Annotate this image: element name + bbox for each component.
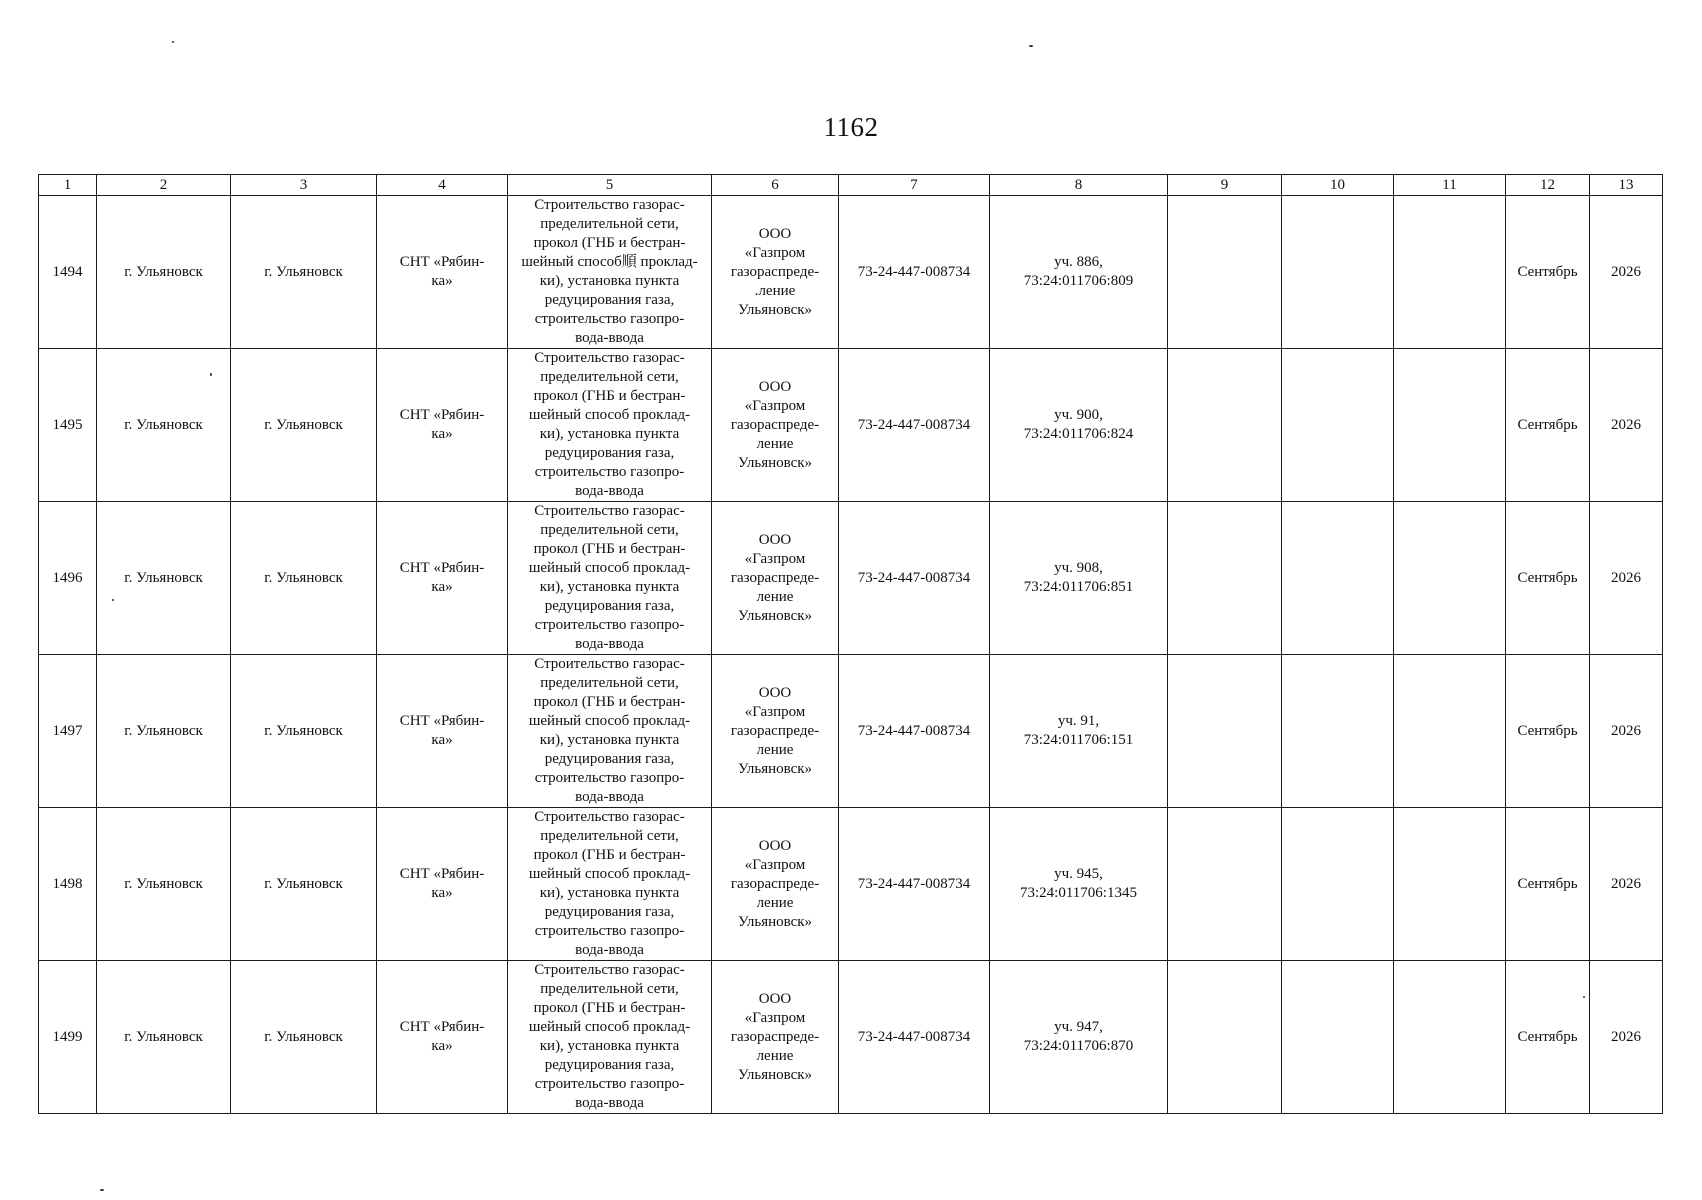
column-number-row <box>39 175 1663 196</box>
work-description-cell <box>508 808 712 961</box>
organization-cell-line: «Газпром <box>744 550 806 567</box>
work-description-cell-line: ки), установка пункта <box>539 273 680 289</box>
empty-cell-10 <box>1282 502 1394 655</box>
city-cell: г. Ульяновск <box>97 349 231 502</box>
organization-cell-line: «Газпром <box>744 397 806 414</box>
location-cell-line: СНТ «Рябин- <box>399 866 485 882</box>
row-number-cell: 1494 <box>39 196 97 349</box>
row-number-cell: 1499 <box>39 961 97 1114</box>
work-description-cell-line: строительство газопро- <box>534 1076 685 1092</box>
work-description-cell <box>508 961 712 1114</box>
work-description-cell <box>508 655 712 808</box>
organization-cell-line: газораспреде- <box>730 416 820 433</box>
location-cell-line: СНТ «Рябин- <box>399 1019 485 1035</box>
column-number: 10 <box>1282 175 1394 196</box>
work-description-cell-line: прокол (ГНБ и бестран- <box>533 847 686 863</box>
row-number-cell: 1496 <box>39 502 97 655</box>
empty-cell-9 <box>1168 808 1282 961</box>
row-number-cell: 1497 <box>39 655 97 808</box>
work-description-cell-line: прокол (ГНБ и бестран- <box>533 541 686 557</box>
month-cell: Сентябрь <box>1506 502 1590 655</box>
location-cell-line: ка» <box>431 1038 453 1054</box>
organization-cell-line: ление <box>756 435 794 452</box>
code-cell: 73-24-447-008734 <box>839 349 990 502</box>
district-cell: г. Ульяновск <box>231 196 377 349</box>
empty-cell-9 <box>1168 502 1282 655</box>
column-number: 11 <box>1394 175 1506 196</box>
table-row <box>39 808 1663 961</box>
code-cell: 73-24-447-008734 <box>839 961 990 1114</box>
month-cell: Сентябрь <box>1506 349 1590 502</box>
plot-cell-line: 73:24:011706:851 <box>1023 579 1134 595</box>
scan-speck <box>112 599 114 601</box>
district-cell: г. Ульяновск <box>231 655 377 808</box>
work-description-cell-line: пределительной сети, <box>540 369 679 385</box>
work-description-cell-line: пределительной сети, <box>540 981 679 997</box>
work-description-cell-line: Строительство газорас- <box>534 350 685 366</box>
organization-cell-line: ООО <box>758 225 792 242</box>
scan-speck <box>210 373 212 376</box>
empty-cell-11 <box>1394 349 1506 502</box>
scan-speck <box>1029 45 1033 47</box>
organization-cell <box>712 196 839 349</box>
empty-cell-10 <box>1282 808 1394 961</box>
plot-cell-line: уч. 886, <box>1054 254 1103 270</box>
location-cell <box>377 808 508 961</box>
organization-cell-line: Ульяновск» <box>737 301 813 318</box>
year-cell: 2026 <box>1590 349 1663 502</box>
year-cell: 2026 <box>1590 808 1663 961</box>
district-cell: г. Ульяновск <box>231 502 377 655</box>
code-cell: 73-24-447-008734 <box>839 196 990 349</box>
plot-cell <box>990 961 1168 1114</box>
work-description-cell-line: строительство газопро- <box>534 311 685 327</box>
city-cell: г. Ульяновск <box>97 808 231 961</box>
scan-speck <box>1583 996 1585 998</box>
organization-cell-line: ООО <box>758 531 792 548</box>
work-description-cell-line: ки), установка пункта <box>539 1038 680 1054</box>
work-description-cell-line: шейный способ проклад- <box>528 407 691 423</box>
column-number: 12 <box>1506 175 1590 196</box>
work-description-cell <box>508 502 712 655</box>
row-number-cell: 1498 <box>39 808 97 961</box>
column-number: 5 <box>508 175 712 196</box>
plot-cell-line: 73:24:011706:824 <box>1023 426 1134 442</box>
plot-cell <box>990 196 1168 349</box>
empty-cell-11 <box>1394 655 1506 808</box>
organization-cell-line: газораспреде- <box>730 1028 820 1045</box>
work-description-cell <box>508 196 712 349</box>
organization-cell-line: газораспреде- <box>730 875 820 892</box>
code-cell: 73-24-447-008734 <box>839 808 990 961</box>
location-cell-line: СНТ «Рябин- <box>399 713 485 729</box>
work-description-cell-line: пределительной сети, <box>540 216 679 232</box>
plot-cell-line: уч. 945, <box>1054 866 1103 882</box>
empty-cell-9 <box>1168 196 1282 349</box>
organization-cell-line: Ульяновск» <box>737 1066 813 1083</box>
plot-cell-line: 73:24:011706:151 <box>1023 732 1134 748</box>
organization-cell-line: ление <box>756 1047 794 1064</box>
organization-cell-line: ООО <box>758 378 792 395</box>
work-description-cell-line: строительство газопро- <box>534 923 685 939</box>
work-description-cell-line: ки), установка пункта <box>539 732 680 748</box>
organization-cell <box>712 961 839 1114</box>
empty-cell-9 <box>1168 961 1282 1114</box>
work-description-cell-line: редуцирования газа, <box>544 1057 675 1073</box>
table-header <box>39 175 1663 196</box>
work-description-cell-line: Строительство газорас- <box>534 809 685 825</box>
code-cell: 73-24-447-008734 <box>839 502 990 655</box>
work-description-cell-line: строительство газопро- <box>534 770 685 786</box>
city-cell: г. Ульяновск <box>97 655 231 808</box>
work-description-cell-line: шейный способ проклад- <box>528 560 691 576</box>
work-description-cell-line: ки), установка пункта <box>539 885 680 901</box>
district-cell: г. Ульяновск <box>231 961 377 1114</box>
location-cell-line: ка» <box>431 579 453 595</box>
empty-cell-11 <box>1394 808 1506 961</box>
code-cell: 73-24-447-008734 <box>839 655 990 808</box>
empty-cell-9 <box>1168 655 1282 808</box>
organization-cell <box>712 502 839 655</box>
location-cell <box>377 502 508 655</box>
work-description-cell-line: Строительство газорас- <box>534 962 685 978</box>
plot-cell <box>990 349 1168 502</box>
organization-cell-line: ление <box>756 741 794 758</box>
year-cell: 2026 <box>1590 961 1663 1114</box>
location-cell <box>377 349 508 502</box>
empty-cell-10 <box>1282 655 1394 808</box>
empty-cell-11 <box>1394 196 1506 349</box>
work-description-cell-line: пределительной сети, <box>540 828 679 844</box>
location-cell-line: СНТ «Рябин- <box>399 254 485 270</box>
organization-cell-line: Ульяновск» <box>737 607 813 624</box>
work-description-cell-line: вода-ввода <box>575 483 644 499</box>
work-description-cell-line: шейный способ проклад- <box>528 1019 691 1035</box>
column-number: 1 <box>39 175 97 196</box>
plot-cell-line: уч. 900, <box>1054 407 1103 423</box>
organization-cell <box>712 808 839 961</box>
district-cell: г. Ульяновск <box>231 349 377 502</box>
organization-cell <box>712 349 839 502</box>
column-number: 9 <box>1168 175 1282 196</box>
empty-cell-11 <box>1394 961 1506 1114</box>
plot-cell-line: 73:24:011706:870 <box>1023 1038 1134 1054</box>
work-description-cell-line: ки), установка пункта <box>539 579 680 595</box>
table-row <box>39 349 1663 502</box>
organization-cell-line: ООО <box>758 837 792 854</box>
organization-cell-line: газораспреде- <box>730 722 820 739</box>
organization-cell-line: «Газпром <box>744 244 806 261</box>
work-description-cell-line: вода-ввода <box>575 942 644 958</box>
location-cell-line: ка» <box>431 426 453 442</box>
work-description-cell-line: Строительство газорас- <box>534 503 685 519</box>
register-table <box>38 174 1663 1114</box>
month-cell: Сентябрь <box>1506 808 1590 961</box>
city-cell: г. Ульяновск <box>97 961 231 1114</box>
organization-cell-line: «Газпром <box>744 703 806 720</box>
work-description-cell-line: редуцирования газа, <box>544 292 675 308</box>
plot-cell-line: 73:24:011706:1345 <box>1020 885 1137 901</box>
scan-speck <box>172 41 174 43</box>
column-number: 8 <box>990 175 1168 196</box>
work-description-cell-line: редуцирования газа, <box>544 751 675 767</box>
work-description-cell-line: прокол (ГНБ и бестран- <box>533 388 686 404</box>
month-cell: Сентябрь <box>1506 655 1590 808</box>
plot-cell-line: 73:24:011706:809 <box>1023 273 1134 289</box>
table-body <box>39 196 1663 1114</box>
work-description-cell-line: пределительной сети, <box>540 675 679 691</box>
work-description-cell-line: вода-ввода <box>575 636 644 652</box>
organization-cell-line: «Газпром <box>744 856 806 873</box>
location-cell-line: ка» <box>431 732 453 748</box>
page-number: 1162 <box>823 112 879 142</box>
year-cell: 2026 <box>1590 502 1663 655</box>
work-description-cell-line: прокол (ГНБ и бестран- <box>533 694 686 710</box>
work-description-cell-line: строительство газопро- <box>534 464 685 480</box>
empty-cell-9 <box>1168 349 1282 502</box>
column-number: 6 <box>712 175 839 196</box>
work-description-cell-line: прокол (ГНБ и бестран- <box>533 235 686 251</box>
work-description-cell-line: ки), установка пункта <box>539 426 680 442</box>
district-cell: г. Ульяновск <box>231 808 377 961</box>
column-number: 13 <box>1590 175 1663 196</box>
row-number-cell: 1495 <box>39 349 97 502</box>
work-description-cell-line: шейный способ проклад- <box>528 713 691 729</box>
column-number: 2 <box>97 175 231 196</box>
work-description-cell-line: редуцирования газа, <box>544 904 675 920</box>
work-description-cell-line: пределительной сети, <box>540 522 679 538</box>
month-cell: Сентябрь <box>1506 961 1590 1114</box>
work-description-cell-line: вода-ввода <box>575 1095 644 1111</box>
plot-cell <box>990 502 1168 655</box>
work-description-cell-line: вода-ввода <box>575 330 644 346</box>
work-description-cell-line: прокол (ГНБ и бестран- <box>533 1000 686 1016</box>
empty-cell-10 <box>1282 196 1394 349</box>
table-row <box>39 196 1663 349</box>
table-row <box>39 502 1663 655</box>
organization-cell-line: ООО <box>758 990 792 1007</box>
location-cell-line: ка» <box>431 885 453 901</box>
work-description-cell-line: вода-ввода <box>575 789 644 805</box>
table-row <box>39 655 1663 808</box>
organization-cell-line: ление <box>756 894 794 911</box>
city-cell: г. Ульяновск <box>97 502 231 655</box>
empty-cell-10 <box>1282 961 1394 1114</box>
organization-cell-line: ООО <box>758 684 792 701</box>
location-cell <box>377 961 508 1114</box>
empty-cell-10 <box>1282 349 1394 502</box>
plot-cell-line: уч. 947, <box>1054 1019 1103 1035</box>
organization-cell <box>712 655 839 808</box>
location-cell-line: СНТ «Рябин- <box>399 560 485 576</box>
plot-cell <box>990 808 1168 961</box>
scan-speck <box>100 1189 104 1191</box>
organization-cell-line: «Газпром <box>744 1009 806 1026</box>
column-number: 7 <box>839 175 990 196</box>
work-description-cell-line: Строительство газорас- <box>534 197 685 213</box>
organization-cell-line: газораспреде- <box>730 569 820 586</box>
year-cell: 2026 <box>1590 655 1663 808</box>
work-description-cell-line: Строительство газорас- <box>534 656 685 672</box>
work-description-cell <box>508 349 712 502</box>
location-cell <box>377 655 508 808</box>
location-cell <box>377 196 508 349</box>
organization-cell-line: Ульяновск» <box>737 760 813 777</box>
year-cell: 2026 <box>1590 196 1663 349</box>
work-description-cell-line: шейный способ проклад- <box>528 866 691 882</box>
plot-cell-line: уч. 908, <box>1054 560 1103 576</box>
city-cell: г. Ульяновск <box>97 196 231 349</box>
work-description-cell-line: редуцирования газа, <box>544 598 675 614</box>
plot-cell-line: уч. 91, <box>1057 713 1100 729</box>
empty-cell-11 <box>1394 502 1506 655</box>
table-row <box>39 961 1663 1114</box>
organization-cell-line: Ульяновск» <box>737 913 813 930</box>
organization-cell-line: Ульяновск» <box>737 454 813 471</box>
work-description-cell-line: шейный способ順 проклад- <box>521 254 698 270</box>
plot-cell <box>990 655 1168 808</box>
work-description-cell-line: строительство газопро- <box>534 617 685 633</box>
organization-cell-line: .ление <box>754 282 796 299</box>
column-number: 3 <box>231 175 377 196</box>
organization-cell-line: ление <box>756 588 794 605</box>
column-number: 4 <box>377 175 508 196</box>
organization-cell-line: газораспреде- <box>730 263 820 280</box>
location-cell-line: ка» <box>431 273 453 289</box>
location-cell-line: СНТ «Рябин- <box>399 407 485 423</box>
month-cell: Сентябрь <box>1506 196 1590 349</box>
work-description-cell-line: редуцирования газа, <box>544 445 675 461</box>
